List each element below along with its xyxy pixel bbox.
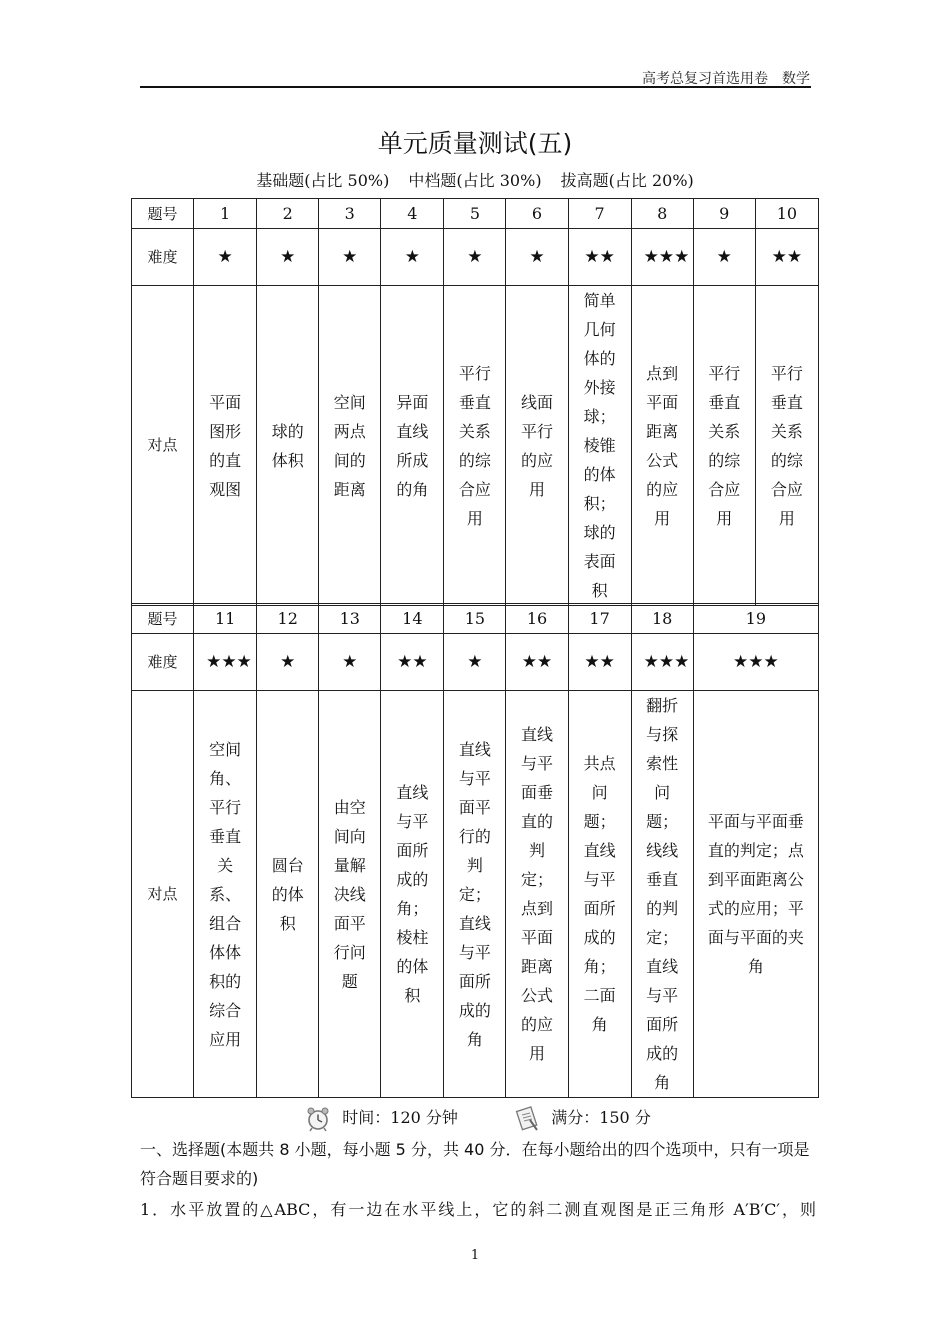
number-label: 题号 (132, 604, 194, 634)
difficulty-stars: ★ (381, 229, 444, 286)
question-number: 4 (381, 199, 444, 229)
difficulty-stars: ★ (506, 229, 568, 286)
difficulty-stars: ★★ (568, 634, 631, 691)
question-number: 1 (194, 199, 257, 229)
page-title: 单元质量测试(五) (377, 129, 573, 158)
question-number: 18 (631, 604, 693, 634)
question-number: 12 (257, 604, 319, 634)
difficulty-stars: ★ (693, 229, 755, 286)
topic-cell: 平行垂直关系的综合应用 (755, 286, 818, 606)
question-number: 16 (506, 604, 568, 634)
topic-cell: 直线与平面垂直的判定；点到平面距离公式的应用 (506, 691, 568, 1098)
topic-cell: 圆台的体积 (257, 691, 319, 1098)
difficulty-stars: ★★ (381, 634, 444, 691)
topic-cell: 平行垂直关系的综合应用 (693, 286, 755, 606)
topic-cell: 空间两点间的距离 (319, 286, 381, 606)
question-number: 2 (257, 199, 319, 229)
topic-cell: 由空间向量解决线面平行问题 (319, 691, 381, 1098)
mid-ratio: 中档题(占比 30%) (408, 171, 542, 190)
header-text: 高考总复习首选用卷 数学 (642, 71, 810, 87)
question-number: 15 (444, 604, 506, 634)
topic-row (132, 286, 819, 606)
question-number: 13 (319, 604, 381, 634)
topic-cell: 简单几何体的外接球；棱锥的体积；球的表面积 (568, 286, 631, 606)
question-number: 19 (693, 604, 818, 634)
hard-ratio: 拔高题(占比 20%) (560, 171, 694, 190)
topic-cell: 球的体积 (257, 286, 319, 606)
difficulty-stars: ★★ (568, 229, 631, 286)
exam-time: 时间：120 分钟 (342, 1108, 458, 1127)
topic-label: 对点 (132, 691, 194, 1098)
question-number: 9 (693, 199, 755, 229)
topic-cell: 平面与平面垂直的判定；点到平面距离公式的应用；平面与平面的夹角 (693, 691, 818, 1098)
topic-cell: 平面图形的直观图 (194, 286, 257, 606)
header-rule (140, 86, 811, 88)
question-number: 14 (381, 604, 444, 634)
spec-table-part2 (131, 603, 819, 1098)
question-number: 6 (506, 199, 568, 229)
difficulty-stars: ★ (257, 634, 319, 691)
topic-cell: 异面直线所成的角 (381, 286, 444, 606)
difficulty-stars: ★ (319, 229, 381, 286)
question-number: 3 (319, 199, 381, 229)
difficulty-stars: ★★ (506, 634, 568, 691)
topic-cell: 空间角、平行垂直关系、组合体体积的综合应用 (194, 691, 257, 1098)
difficulty-row (132, 229, 819, 286)
difficulty-stars: ★ (257, 229, 319, 286)
difficulty-stars: ★★★ (631, 634, 693, 691)
number-label: 题号 (132, 199, 194, 229)
question-number: 11 (194, 604, 257, 634)
topic-cell: 线面平行的应用 (506, 286, 568, 606)
page-number: 1 (470, 1248, 480, 1263)
question-number: 7 (568, 199, 631, 229)
question-number: 8 (631, 199, 693, 229)
difficulty-stars: ★★★ (631, 229, 693, 286)
number-row (132, 604, 819, 634)
topic-cell: 平行垂直关系的综合应用 (444, 286, 506, 606)
basic-ratio: 基础题(占比 50%) (256, 171, 390, 190)
question-1: 1．水平放置的△ABC，有一边在水平线上，它的斜二测直观图是正三角形 A′B′C′，则 (140, 1200, 816, 1219)
topic-cell: 点到平面距离公式的应用 (631, 286, 693, 606)
section-heading: 一、选择题(本题共 8 小题，每小题 5 分，共 40 分．在每小题给出的四个选项中，只有一项是符合题目要求的) (140, 1140, 810, 1188)
difficulty-stars: ★★★ (693, 634, 818, 691)
difficulty-stars: ★★ (755, 229, 818, 286)
difficulty-stars: ★ (444, 634, 506, 691)
topic-row (132, 691, 819, 1098)
question-number: 5 (444, 199, 506, 229)
question-number: 17 (568, 604, 631, 634)
number-row (132, 199, 819, 229)
difficulty-label: 难度 (132, 634, 194, 691)
exam-score: 满分：150 分 (551, 1108, 651, 1127)
exam-info (0, 1105, 950, 1132)
topic-cell: 直线与平面所成的角；棱柱的体积 (381, 691, 444, 1098)
alarm-clock-icon (305, 1106, 331, 1132)
question-number: 10 (755, 199, 818, 229)
topic-cell: 翻折与探索性问题；线线垂直的判定；直线与平面所成的角 (631, 691, 693, 1098)
spec-table-part1 (131, 198, 819, 606)
difficulty-label: 难度 (132, 229, 194, 286)
difficulty-stars: ★ (444, 229, 506, 286)
topic-cell: 共点问题；直线与平面所成的角；二面角 (568, 691, 631, 1098)
difficulty-stars: ★ (319, 634, 381, 691)
difficulty-ratio (0, 168, 950, 191)
difficulty-stars: ★ (194, 229, 257, 286)
topic-cell: 直线与平面平行的判定；直线与平面所成的角 (444, 691, 506, 1098)
topic-label: 对点 (132, 286, 194, 606)
difficulty-stars: ★★★ (194, 634, 257, 691)
difficulty-row (132, 634, 819, 691)
exam-paper-icon (514, 1106, 540, 1132)
